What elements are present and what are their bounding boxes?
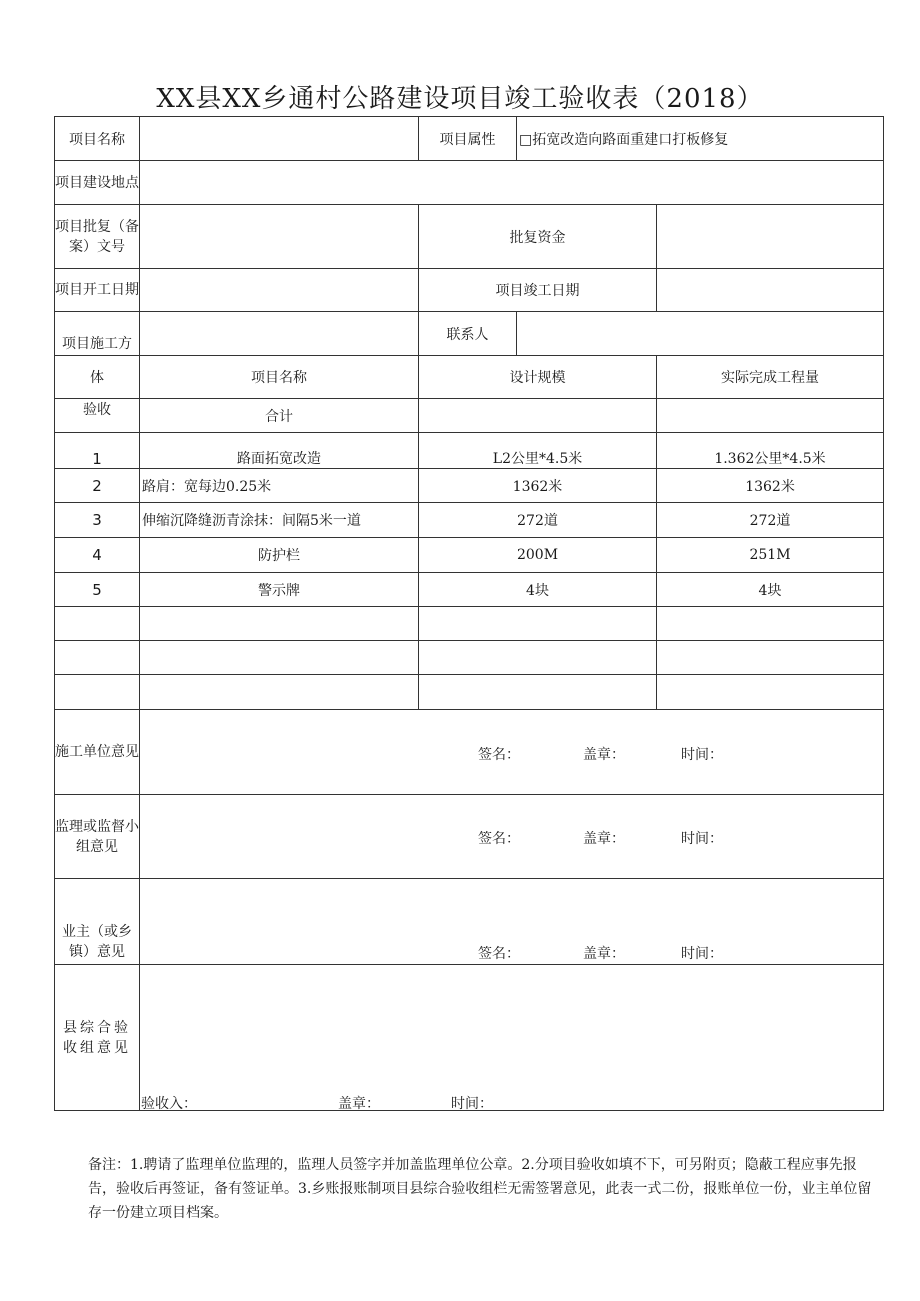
contact-label: 联系人 [419, 312, 517, 356]
row-total [55, 399, 884, 433]
row-actual: 1.362公里*4.5米 [657, 433, 884, 469]
total-design[interactable] [419, 399, 657, 433]
sign-label: 签名： [478, 946, 520, 962]
empty-cell[interactable] [55, 675, 140, 710]
empty-cell[interactable] [55, 607, 140, 641]
total-label: 合计 [140, 399, 419, 433]
acceptance-form-table [54, 116, 884, 1111]
table-row [55, 503, 884, 538]
empty-cell[interactable] [419, 607, 657, 641]
table-row [55, 469, 884, 503]
contractor-label: 项目施工方 [55, 312, 140, 356]
table-row-empty [55, 675, 884, 710]
row-number: 3 [55, 503, 140, 538]
remarks-note: 备注：1.聘请了监理单位监理的，监理人员签字并加盖监理单位公章。2.分项目验收如填不下，可另附页；隐蔽工程应事先报告，验收后再签证，备有签证单。3.乡账报账制项目县综合验收组栏无需签署意见，此表一式二份，报账单位一份，业主单位留存一份建立项目档案。 [88, 1157, 872, 1221]
row-dates [55, 269, 884, 312]
table-row [55, 433, 884, 469]
empty-cell[interactable] [657, 675, 884, 710]
table-row [55, 538, 884, 573]
project-attr-label: 项目属性 [419, 117, 517, 161]
total-actual[interactable] [657, 399, 884, 433]
owner-opinion-label: 业主（或乡镇）意见 [55, 879, 140, 965]
contractor-opinion-area[interactable] [140, 710, 884, 795]
row-number: 2 [55, 469, 140, 503]
row-number: 4 [55, 538, 140, 573]
empty-cell[interactable] [55, 641, 140, 675]
row-contractor-opinion [55, 710, 884, 795]
owner-opinion-area[interactable] [140, 879, 884, 965]
row-item-name: 警示牌 [140, 573, 419, 607]
table-row-empty [55, 641, 884, 675]
row-location [55, 161, 884, 205]
row-actual: 1362米 [657, 469, 884, 503]
approval-doc-value[interactable] [140, 205, 419, 269]
time-label: 时间： [681, 946, 723, 962]
page-title: XX县XX乡通村公路建设项目竣工验收表（2018） [156, 84, 764, 114]
row-actual: 251M [657, 538, 884, 573]
empty-cell[interactable] [140, 607, 419, 641]
end-date-label: 项目竣工日期 [419, 269, 657, 312]
row-design: 4块 [419, 573, 657, 607]
row-acceptance-header [55, 356, 884, 399]
supervisor-opinion-label: 监理或监督小组意见 [55, 795, 140, 879]
row-design: 1362米 [419, 469, 657, 503]
empty-cell[interactable] [140, 675, 419, 710]
contractor-value[interactable] [140, 312, 419, 356]
row-item-name: 伸缩沉降缝沥青涂抹：间隔5米一道 [140, 503, 419, 538]
location-value[interactable] [140, 161, 884, 205]
contact-value[interactable] [517, 312, 884, 356]
table-row-empty [55, 607, 884, 641]
row-design: 200M [419, 538, 657, 573]
row-approval [55, 205, 884, 269]
time-label: 时间： [451, 1096, 493, 1112]
row-supervisor-opinion [55, 795, 884, 879]
seal-label: 盖章： [583, 831, 625, 847]
empty-cell[interactable] [657, 641, 884, 675]
empty-cell[interactable] [140, 641, 419, 675]
row-county-opinion [55, 965, 884, 1111]
empty-cell[interactable] [657, 607, 884, 641]
row-owner-opinion [55, 879, 884, 965]
start-date-label: 项目开工日期 [55, 269, 140, 312]
seal-label: 盖章： [583, 946, 625, 962]
supervisor-opinion-area[interactable] [140, 795, 884, 879]
header-item-name: 项目名称 [140, 356, 419, 399]
approval-funds-label: 批复资金 [419, 205, 657, 269]
county-opinion-area[interactable] [140, 965, 884, 1111]
row-design: L2公里*4.5米 [419, 433, 657, 469]
time-label: 时间： [681, 831, 723, 847]
row-item-name: 路肩：宽每边0.25米 [140, 469, 419, 503]
acceptance-side-bottom: 验收 [55, 399, 140, 433]
time-label: 时间： [681, 747, 723, 763]
row-item-name: 路面拓宽改造 [140, 433, 419, 469]
header-actual-quantity: 实际完成工程量 [657, 356, 884, 399]
end-date-value[interactable] [657, 269, 884, 312]
seal-label: 盖章： [338, 1096, 380, 1112]
row-number: 1 [55, 433, 140, 469]
row-contractor [55, 312, 884, 356]
project-name-label: 项目名称 [55, 117, 140, 161]
start-date-value[interactable] [140, 269, 419, 312]
county-opinion-label: 县综合验收组意见 [55, 965, 140, 1111]
approval-doc-label: 项目批复（备案）文号 [55, 205, 140, 269]
location-label: 项目建设地点 [55, 161, 140, 205]
row-item-name: 防护栏 [140, 538, 419, 573]
row-actual: 272道 [657, 503, 884, 538]
row-project-name [55, 117, 884, 161]
contractor-opinion-label: 施工单位意见 [55, 710, 140, 795]
row-actual: 4块 [657, 573, 884, 607]
header-design-scale: 设计规模 [419, 356, 657, 399]
sign-label: 签名： [478, 831, 520, 847]
project-attr-value[interactable]: □拓宽改造向路面重建口打板修复 [517, 117, 884, 161]
project-name-value[interactable] [140, 117, 419, 161]
empty-cell[interactable] [419, 641, 657, 675]
empty-cell[interactable] [419, 675, 657, 710]
seal-label: 盖章： [583, 747, 625, 763]
receiver-label: 验收入： [141, 1096, 197, 1112]
table-row [55, 573, 884, 607]
row-design: 272道 [419, 503, 657, 538]
acceptance-side-top: 体 [55, 356, 140, 399]
row-number: 5 [55, 573, 140, 607]
sign-label: 签名： [478, 747, 520, 763]
approval-funds-value[interactable] [657, 205, 884, 269]
